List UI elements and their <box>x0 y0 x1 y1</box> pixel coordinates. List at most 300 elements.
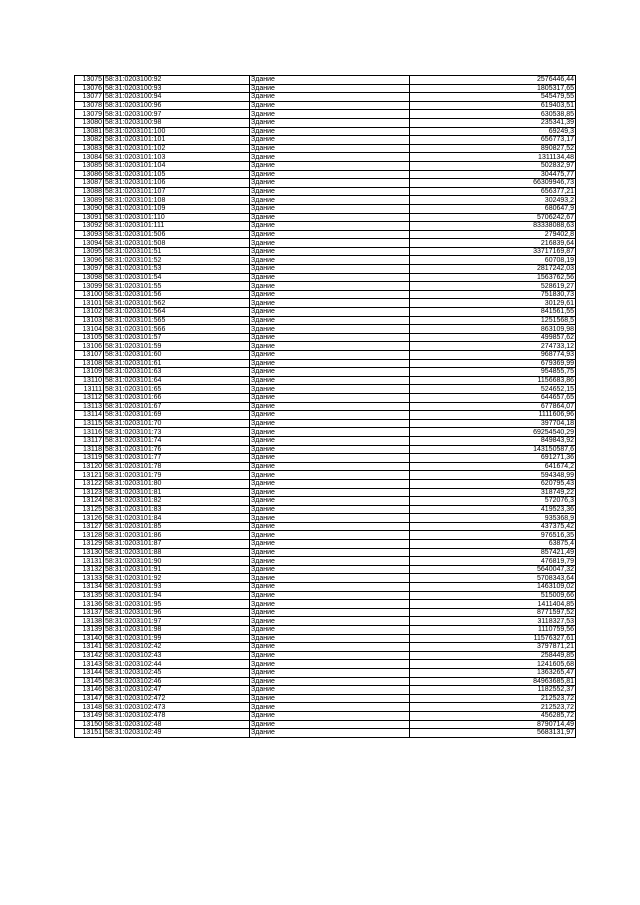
cadastral-value: 545479,55 <box>410 93 576 102</box>
row-number: 13123 <box>75 488 104 497</box>
cadastral-value: 890827,52 <box>410 144 576 153</box>
cadastral-value: 620795,43 <box>410 479 576 488</box>
cadastral-value: 499857,62 <box>410 333 576 342</box>
cadastral-number: 58:31:0203101:65 <box>104 385 250 394</box>
object-type: Здание <box>250 436 410 445</box>
table-row <box>75 574 576 583</box>
cadastral-value: 1251568,5 <box>410 316 576 325</box>
table-row <box>75 462 576 471</box>
table-row <box>75 265 576 274</box>
cadastral-value: 69254540,29 <box>410 428 576 437</box>
cadastral-number: 58:31:0203102:43 <box>104 651 250 660</box>
table-row <box>75 600 576 609</box>
row-number: 13080 <box>75 118 104 127</box>
table-row <box>75 316 576 325</box>
table-row <box>75 256 576 265</box>
cadastral-value: 5708343,64 <box>410 574 576 583</box>
table-row <box>75 359 576 368</box>
table-row <box>75 204 576 213</box>
cadastral-number: 58:31:0203101:564 <box>104 308 250 317</box>
cadastral-value: 954855,75 <box>410 368 576 377</box>
cadastral-number: 58:31:0203101:82 <box>104 497 250 506</box>
row-number: 13138 <box>75 617 104 626</box>
object-type: Здание <box>250 84 410 93</box>
object-type: Здание <box>250 677 410 686</box>
row-number: 13084 <box>75 153 104 162</box>
cadastral-number: 58:31:0203101:506 <box>104 230 250 239</box>
table-row <box>75 376 576 385</box>
row-number: 13116 <box>75 428 104 437</box>
cadastral-value: 2576446,44 <box>410 76 576 85</box>
table-row <box>75 179 576 188</box>
cadastral-number: 58:31:0203101:77 <box>104 454 250 463</box>
table-row <box>75 161 576 170</box>
cadastral-value: 691271,36 <box>410 454 576 463</box>
row-number: 13100 <box>75 290 104 299</box>
object-type: Здание <box>250 540 410 549</box>
object-type: Здание <box>250 651 410 660</box>
cadastral-value: 279402,8 <box>410 230 576 239</box>
cadastral-number: 58:31:0203101:57 <box>104 333 250 342</box>
row-number: 13134 <box>75 583 104 592</box>
object-type: Здание <box>250 179 410 188</box>
cadastral-number: 58:31:0203102:47 <box>104 686 250 695</box>
row-number: 13101 <box>75 299 104 308</box>
table-row <box>75 479 576 488</box>
object-type: Здание <box>250 608 410 617</box>
table-row <box>75 686 576 695</box>
row-number: 13087 <box>75 179 104 188</box>
cadastral-number: 58:31:0203102:44 <box>104 660 250 669</box>
table-row <box>75 273 576 282</box>
cadastral-number: 58:31:0203101:59 <box>104 342 250 351</box>
cadastral-number: 58:31:0203101:508 <box>104 239 250 248</box>
object-type: Здание <box>250 720 410 729</box>
cadastral-value: 212523,72 <box>410 703 576 712</box>
row-number: 13146 <box>75 686 104 695</box>
cadastral-value: 656377,21 <box>410 187 576 196</box>
table-row <box>75 213 576 222</box>
row-number: 13125 <box>75 505 104 514</box>
object-type: Здание <box>250 359 410 368</box>
cadastral-number: 58:31:0203101:52 <box>104 256 250 265</box>
object-type: Здание <box>250 626 410 635</box>
table-row <box>75 196 576 205</box>
table-row <box>75 239 576 248</box>
row-number: 13118 <box>75 445 104 454</box>
cadastral-number: 58:31:0203101:110 <box>104 213 250 222</box>
object-type: Здание <box>250 204 410 213</box>
cadastral-number: 58:31:0203101:99 <box>104 634 250 643</box>
table-row <box>75 436 576 445</box>
object-type: Здание <box>250 471 410 480</box>
row-number: 13113 <box>75 402 104 411</box>
cadastral-number: 58:31:0203101:107 <box>104 187 250 196</box>
cadastral-number: 58:31:0203101:96 <box>104 608 250 617</box>
cadastral-number: 58:31:0203101:56 <box>104 290 250 299</box>
cadastral-number: 58:31:0203101:95 <box>104 600 250 609</box>
cadastral-number: 58:31:0203101:81 <box>104 488 250 497</box>
row-number: 13077 <box>75 93 104 102</box>
row-number: 13144 <box>75 668 104 677</box>
cadastral-value: 644657,65 <box>410 393 576 402</box>
object-type: Здание <box>250 325 410 334</box>
cadastral-number: 58:31:0203101:61 <box>104 359 250 368</box>
cadastral-number: 58:31:0203101:60 <box>104 351 250 360</box>
table-row <box>75 419 576 428</box>
row-number: 13094 <box>75 239 104 248</box>
table-row <box>75 557 576 566</box>
cadastral-number: 58:31:0203102:473 <box>104 703 250 712</box>
object-type: Здание <box>250 514 410 523</box>
object-type: Здание <box>250 428 410 437</box>
row-number: 13090 <box>75 204 104 213</box>
row-number: 13137 <box>75 608 104 617</box>
object-type: Здание <box>250 686 410 695</box>
cadastral-number: 58:31:0203101:104 <box>104 161 250 170</box>
cadastral-value: 679369,99 <box>410 359 576 368</box>
cadastral-value: 63875,4 <box>410 540 576 549</box>
object-type: Здание <box>250 265 410 274</box>
table-row <box>75 247 576 256</box>
cadastral-number: 58:31:0203100:94 <box>104 93 250 102</box>
object-type: Здание <box>250 505 410 514</box>
object-type: Здание <box>250 600 410 609</box>
table-row <box>75 385 576 394</box>
row-number: 13095 <box>75 247 104 256</box>
cadastral-value: 677864,07 <box>410 402 576 411</box>
cadastral-value: 968774,93 <box>410 351 576 360</box>
row-number: 13092 <box>75 222 104 231</box>
cadastral-number: 58:31:0203101:80 <box>104 479 250 488</box>
table-row <box>75 76 576 85</box>
row-number: 13099 <box>75 282 104 291</box>
table-row <box>75 308 576 317</box>
row-number: 13141 <box>75 643 104 652</box>
object-type: Здание <box>250 127 410 136</box>
row-number: 13129 <box>75 540 104 549</box>
cadastral-value: 216839,64 <box>410 239 576 248</box>
object-type: Здание <box>250 93 410 102</box>
cadastral-value: 66309946,73 <box>410 179 576 188</box>
cadastral-value: 2817242,03 <box>410 265 576 274</box>
row-number: 13105 <box>75 333 104 342</box>
cadastral-number: 58:31:0203100:93 <box>104 84 250 93</box>
cadastral-number: 58:31:0203101:94 <box>104 591 250 600</box>
row-number: 13111 <box>75 385 104 394</box>
cadastral-value: 5683131,97 <box>410 729 576 738</box>
table-row <box>75 703 576 712</box>
table-row <box>75 393 576 402</box>
row-number: 13085 <box>75 161 104 170</box>
cadastral-value: 143150587,6 <box>410 445 576 454</box>
cadastral-number: 58:31:0203101:109 <box>104 204 250 213</box>
cadastral-number: 58:31:0203101:562 <box>104 299 250 308</box>
table-row <box>75 170 576 179</box>
cadastral-number: 58:31:0203101:70 <box>104 419 250 428</box>
object-type: Здание <box>250 454 410 463</box>
object-type: Здание <box>250 402 410 411</box>
cadastral-value: 641674,2 <box>410 462 576 471</box>
object-type: Здание <box>250 247 410 256</box>
object-type: Здание <box>250 711 410 720</box>
cadastral-number: 58:31:0203101:63 <box>104 368 250 377</box>
cadastral-value: 751830,73 <box>410 290 576 299</box>
table-body <box>75 76 576 738</box>
cadastral-value: 3797871,21 <box>410 643 576 652</box>
row-number: 13124 <box>75 497 104 506</box>
cadastral-number: 58:31:0203100:92 <box>104 76 250 85</box>
row-number: 13142 <box>75 651 104 660</box>
row-number: 13115 <box>75 419 104 428</box>
row-number: 13109 <box>75 368 104 377</box>
cadastral-value: 857421,49 <box>410 548 576 557</box>
table-row <box>75 282 576 291</box>
cadastral-value: 318749,22 <box>410 488 576 497</box>
row-number: 13127 <box>75 522 104 531</box>
object-type: Здание <box>250 376 410 385</box>
row-number: 13091 <box>75 213 104 222</box>
table-row <box>75 445 576 454</box>
cadastral-number: 58:31:0203101:103 <box>104 153 250 162</box>
table-row <box>75 711 576 720</box>
table-row <box>75 93 576 102</box>
cadastral-number: 58:31:0203101:74 <box>104 436 250 445</box>
cadastral-number: 58:31:0203101:90 <box>104 557 250 566</box>
cadastral-number: 58:31:0203101:93 <box>104 583 250 592</box>
table-row <box>75 222 576 231</box>
cadastral-value: 1182552,37 <box>410 686 576 695</box>
cadastral-value: 302493,2 <box>410 196 576 205</box>
cadastral-value: 235341,39 <box>410 118 576 127</box>
cadastral-value: 11576327,61 <box>410 634 576 643</box>
object-type: Здание <box>250 565 410 574</box>
object-type: Здание <box>250 153 410 162</box>
table-row <box>75 540 576 549</box>
table-row <box>75 514 576 523</box>
table-row <box>75 325 576 334</box>
object-type: Здание <box>250 230 410 239</box>
table-row <box>75 668 576 677</box>
cadastral-value: 680647,9 <box>410 204 576 213</box>
cadastral-value: 594348,99 <box>410 471 576 480</box>
cadastral-number: 58:31:0203101:55 <box>104 282 250 291</box>
table-row <box>75 84 576 93</box>
row-number: 13088 <box>75 187 104 196</box>
object-type: Здание <box>250 643 410 652</box>
row-number: 13114 <box>75 411 104 420</box>
table-row <box>75 522 576 531</box>
cadastral-number: 58:31:0203100:97 <box>104 110 250 119</box>
cadastral-value: 1363265,47 <box>410 668 576 677</box>
object-type: Здание <box>250 583 410 592</box>
row-number: 13121 <box>75 471 104 480</box>
registry-table <box>74 75 576 738</box>
table-row <box>75 411 576 420</box>
table-row <box>75 342 576 351</box>
row-number: 13103 <box>75 316 104 325</box>
row-number: 13139 <box>75 626 104 635</box>
table-row <box>75 471 576 480</box>
cadastral-value: 437375,42 <box>410 522 576 531</box>
cadastral-value: 976516,35 <box>410 531 576 540</box>
cadastral-number: 58:31:0203101:101 <box>104 136 250 145</box>
cadastral-number: 58:31:0203102:48 <box>104 720 250 729</box>
object-type: Здание <box>250 668 410 677</box>
row-number: 13136 <box>75 600 104 609</box>
cadastral-value: 502832,97 <box>410 161 576 170</box>
table-row <box>75 694 576 703</box>
row-number: 13097 <box>75 265 104 274</box>
cadastral-number: 58:31:0203101:97 <box>104 617 250 626</box>
row-number: 13106 <box>75 342 104 351</box>
object-type: Здание <box>250 660 410 669</box>
cadastral-value: 212523,72 <box>410 694 576 703</box>
object-type: Здание <box>250 76 410 85</box>
row-number: 13112 <box>75 393 104 402</box>
cadastral-value: 33717169,87 <box>410 247 576 256</box>
cadastral-value: 656773,17 <box>410 136 576 145</box>
row-number: 13079 <box>75 110 104 119</box>
cadastral-value: 515009,66 <box>410 591 576 600</box>
cadastral-number: 58:31:0203101:86 <box>104 531 250 540</box>
cadastral-value: 60708,19 <box>410 256 576 265</box>
cadastral-value: 619403,51 <box>410 101 576 110</box>
cadastral-number: 58:31:0203101:78 <box>104 462 250 471</box>
cadastral-number: 58:31:0203101:76 <box>104 445 250 454</box>
cadastral-value: 476819,79 <box>410 557 576 566</box>
object-type: Здание <box>250 239 410 248</box>
cadastral-number: 58:31:0203101:108 <box>104 196 250 205</box>
object-type: Здание <box>250 617 410 626</box>
cadastral-number: 58:31:0203101:100 <box>104 127 250 136</box>
table-row <box>75 583 576 592</box>
object-type: Здание <box>250 290 410 299</box>
object-type: Здание <box>250 634 410 643</box>
cadastral-number: 58:31:0203101:87 <box>104 540 250 549</box>
cadastral-value: 5706242,67 <box>410 213 576 222</box>
cadastral-value: 84963685,81 <box>410 677 576 686</box>
cadastral-value: 258449,85 <box>410 651 576 660</box>
table-row <box>75 136 576 145</box>
object-type: Здание <box>250 333 410 342</box>
object-type: Здание <box>250 522 410 531</box>
row-number: 13149 <box>75 711 104 720</box>
cadastral-number: 58:31:0203101:105 <box>104 170 250 179</box>
cadastral-number: 58:31:0203102:478 <box>104 711 250 720</box>
cadastral-number: 58:31:0203101:53 <box>104 265 250 274</box>
object-type: Здание <box>250 187 410 196</box>
row-number: 13082 <box>75 136 104 145</box>
row-number: 13151 <box>75 729 104 738</box>
row-number: 13117 <box>75 436 104 445</box>
cadastral-value: 1110759,56 <box>410 626 576 635</box>
cadastral-value: 841561,55 <box>410 308 576 317</box>
table-row <box>75 118 576 127</box>
object-type: Здание <box>250 703 410 712</box>
table-row <box>75 608 576 617</box>
cadastral-value: 528619,27 <box>410 282 576 291</box>
row-number: 13145 <box>75 677 104 686</box>
object-type: Здание <box>250 256 410 265</box>
cadastral-number: 58:31:0203101:98 <box>104 626 250 635</box>
object-type: Здание <box>250 161 410 170</box>
object-type: Здание <box>250 393 410 402</box>
cadastral-number: 58:31:0203101:88 <box>104 548 250 557</box>
table-row <box>75 617 576 626</box>
table-row <box>75 643 576 652</box>
table-row <box>75 127 576 136</box>
object-type: Здание <box>250 557 410 566</box>
object-type: Здание <box>250 419 410 428</box>
row-number: 13119 <box>75 454 104 463</box>
cadastral-value: 274733,12 <box>410 342 576 351</box>
table-row <box>75 368 576 377</box>
cadastral-value: 1311134,48 <box>410 153 576 162</box>
table-row <box>75 299 576 308</box>
object-type: Здание <box>250 591 410 600</box>
cadastral-number: 58:31:0203101:91 <box>104 565 250 574</box>
cadastral-number: 58:31:0203102:472 <box>104 694 250 703</box>
cadastral-number: 58:31:0203101:73 <box>104 428 250 437</box>
row-number: 13122 <box>75 479 104 488</box>
table-row <box>75 333 576 342</box>
cadastral-value: 1156683,86 <box>410 376 576 385</box>
cadastral-number: 58:31:0203100:98 <box>104 118 250 127</box>
cadastral-value: 397704,18 <box>410 419 576 428</box>
table-row <box>75 488 576 497</box>
object-type: Здание <box>250 729 410 738</box>
table-row <box>75 230 576 239</box>
row-number: 13147 <box>75 694 104 703</box>
row-number: 13135 <box>75 591 104 600</box>
cadastral-value: 456285,72 <box>410 711 576 720</box>
row-number: 13089 <box>75 196 104 205</box>
cadastral-number: 58:31:0203101:565 <box>104 316 250 325</box>
table-row <box>75 505 576 514</box>
row-number: 13148 <box>75 703 104 712</box>
object-type: Здание <box>250 316 410 325</box>
cadastral-value: 935368,9 <box>410 514 576 523</box>
object-type: Здание <box>250 531 410 540</box>
cadastral-value: 30129,61 <box>410 299 576 308</box>
row-number: 13128 <box>75 531 104 540</box>
cadastral-number: 58:31:0203101:84 <box>104 514 250 523</box>
table-row <box>75 626 576 635</box>
row-number: 13108 <box>75 359 104 368</box>
cadastral-value: 849843,92 <box>410 436 576 445</box>
cadastral-value: 630538,85 <box>410 110 576 119</box>
cadastral-value: 419523,36 <box>410 505 576 514</box>
row-number: 13132 <box>75 565 104 574</box>
object-type: Здание <box>250 479 410 488</box>
row-number: 13107 <box>75 351 104 360</box>
cadastral-value: 304475,77 <box>410 170 576 179</box>
row-number: 13131 <box>75 557 104 566</box>
cadastral-number: 58:31:0203102:45 <box>104 668 250 677</box>
row-number: 13140 <box>75 634 104 643</box>
object-type: Здание <box>250 136 410 145</box>
table-row <box>75 677 576 686</box>
cadastral-value: 1241605,68 <box>410 660 576 669</box>
row-number: 13126 <box>75 514 104 523</box>
object-type: Здание <box>250 118 410 127</box>
cadastral-value: 1411404,85 <box>410 600 576 609</box>
row-number: 13130 <box>75 548 104 557</box>
row-number: 13076 <box>75 84 104 93</box>
cadastral-number: 58:31:0203101:79 <box>104 471 250 480</box>
cadastral-number: 58:31:0203101:102 <box>104 144 250 153</box>
